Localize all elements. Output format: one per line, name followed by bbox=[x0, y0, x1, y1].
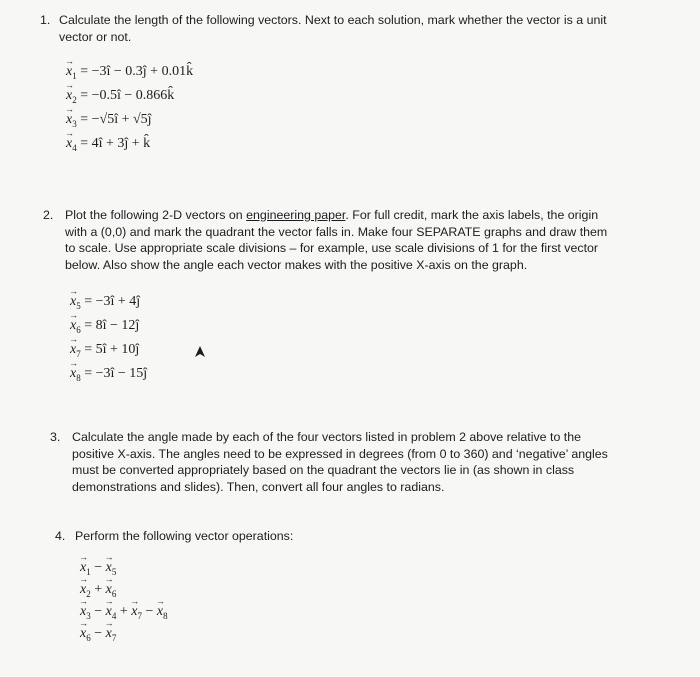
problem-1 bbox=[40, 12, 630, 45]
problem-number: 2. bbox=[43, 208, 54, 222]
problem-text: Perform the following vector operations: bbox=[75, 529, 294, 543]
operation: → $x_1$ − → $x_5$ bbox=[80, 557, 168, 579]
problem-1-equations bbox=[66, 60, 193, 156]
equation: → $x_2$ = −0.5î − 0.866k̂ bbox=[66, 84, 193, 108]
equation: → $x_1$ = −3î − 0.3ĵ + 0.01k̂ bbox=[66, 60, 193, 84]
equation: → $x_8$ = −3î − 15ĵ bbox=[70, 362, 147, 386]
problem-4-operations bbox=[80, 557, 168, 645]
operation: → $x_3$ − → $x_4$ + → $x_7$ − → $x_8$ bbox=[80, 601, 168, 623]
equation: → $x_3$ = −√5î + √5ĵ bbox=[66, 108, 193, 132]
problem-number: 3. bbox=[50, 430, 61, 444]
problem-4 bbox=[55, 528, 555, 545]
problem-2 bbox=[43, 207, 615, 273]
problem-text: Plot the following 2-D vectors on engineering paper. For full credit, mark the axis labels, the origin with a (0,0) and mark the quadrant the vector falls in. Make four SEPARATE graphs and draw them to scale. Use appropriate scale divisions – for example, use scale divisions of 1 for the first vector below. Also show the angle each vector makes with the positive X-axis on the graph. bbox=[65, 208, 608, 272]
problem-2-equations bbox=[70, 290, 147, 386]
problem-number: 1. bbox=[40, 13, 51, 27]
equation: → $x_7$ = 5î + 10ĵ bbox=[70, 338, 147, 362]
operation: → $x_6$ − → $x_7$ bbox=[80, 623, 168, 645]
problem-text: Calculate the length of the following vectors. Next to each solution, mark whether the vector is a unit vector or not. bbox=[59, 13, 607, 44]
problem-text: Calculate the angle made by each of the four vectors listed in problem 2 above relative to the positive X-axis. The angles need to be expressed in degrees (from 0 to 360) and ‘negative’ angles must be converted appropriately based on the quadrant the vectors lie in (as shown in class demonstrations and slides). Then, convert all four angles to radians. bbox=[72, 430, 608, 494]
equation: → $x_5$ = −3î + 4ĵ bbox=[70, 290, 147, 314]
engineering-paper-link[interactable]: engineering paper bbox=[246, 208, 346, 222]
problem-number: 4. bbox=[55, 529, 66, 543]
mouse-cursor-icon bbox=[193, 345, 207, 359]
equation: → $x_6$ = 8î − 12ĵ bbox=[70, 314, 147, 338]
problem-3 bbox=[50, 429, 608, 495]
equation: → $x_4$ = 4î + 3ĵ + k̂ bbox=[66, 132, 193, 156]
operation: → $x_2$ + → $x_6$ bbox=[80, 579, 168, 601]
